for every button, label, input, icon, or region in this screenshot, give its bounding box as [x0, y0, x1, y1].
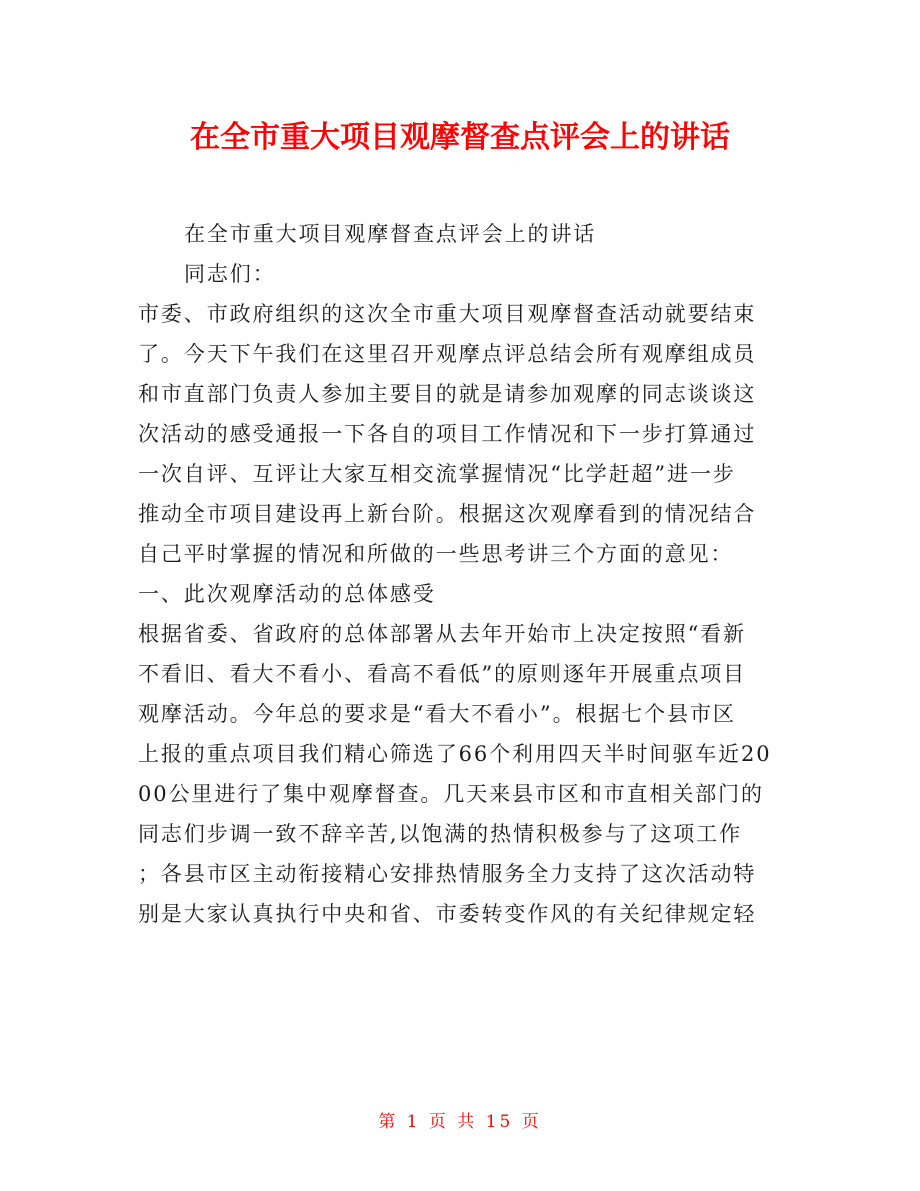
- document-body: [138, 214, 788, 934]
- body-line: 市委、市政府组织的这次全市重大项目观摩督查活动就要结束: [138, 302, 757, 326]
- body-line: ；各县市区主动衔接精心安排热情服务全力支持了这次活动特: [138, 862, 757, 886]
- body-line: 00公里进行了集中观摩督查。几天来县市区和市直相关部门的: [138, 782, 764, 806]
- body-line: 别是大家认真执行中央和省、市委转变作风的有关纪律规定轻: [138, 902, 757, 926]
- body-line: 上报的重点项目我们精心筛选了66个利用四天半时间驱车近20: [138, 742, 772, 766]
- body-line-subtitle: 在全市重大项目观摩督查点评会上的讲话: [184, 222, 597, 246]
- body-line-salutation: 同志们：: [184, 262, 276, 286]
- body-line: 和市直部门负责人参加主要目的就是请参加观摩的同志谈谈这: [138, 382, 757, 406]
- body-line: 次活动的感受通报一下各自的项目工作情况和下一步打算通过: [138, 422, 757, 446]
- body-line: 观摩活动。今年总的要求是“看大不看小”。根据七个县市区: [138, 702, 736, 726]
- section-heading: 一、此次观摩活动的总体感受: [138, 582, 436, 606]
- page-number-footer: 第 1 页 共 15 页: [378, 1112, 542, 1132]
- body-line: 自己平时掌握的情况和所做的一些思考讲三个方面的意见：: [138, 542, 734, 566]
- body-line: 同志们步调一致不辞辛苦,以饱满的热情积极参与了这项工作: [138, 822, 742, 846]
- document-title: 在全市重大项目观摩督查点评会上的讲话: [190, 120, 730, 155]
- body-line: 一次自评、互评让大家互相交流掌握情况“比学赶超”进一步: [138, 462, 736, 486]
- body-line: 推动全市项目建设再上新台阶。根据这次观摩看到的情况结合: [138, 502, 757, 526]
- body-line: 根据省委、省政府的总体部署从去年开始市上决定按照“看新: [138, 622, 747, 646]
- body-line: 了。今天下午我们在这里召开观摩点评总结会所有观摩组成员: [138, 342, 757, 366]
- body-line: 不看旧、看大不看小、看高不看低”的原则逐年开展重点项目: [138, 662, 747, 686]
